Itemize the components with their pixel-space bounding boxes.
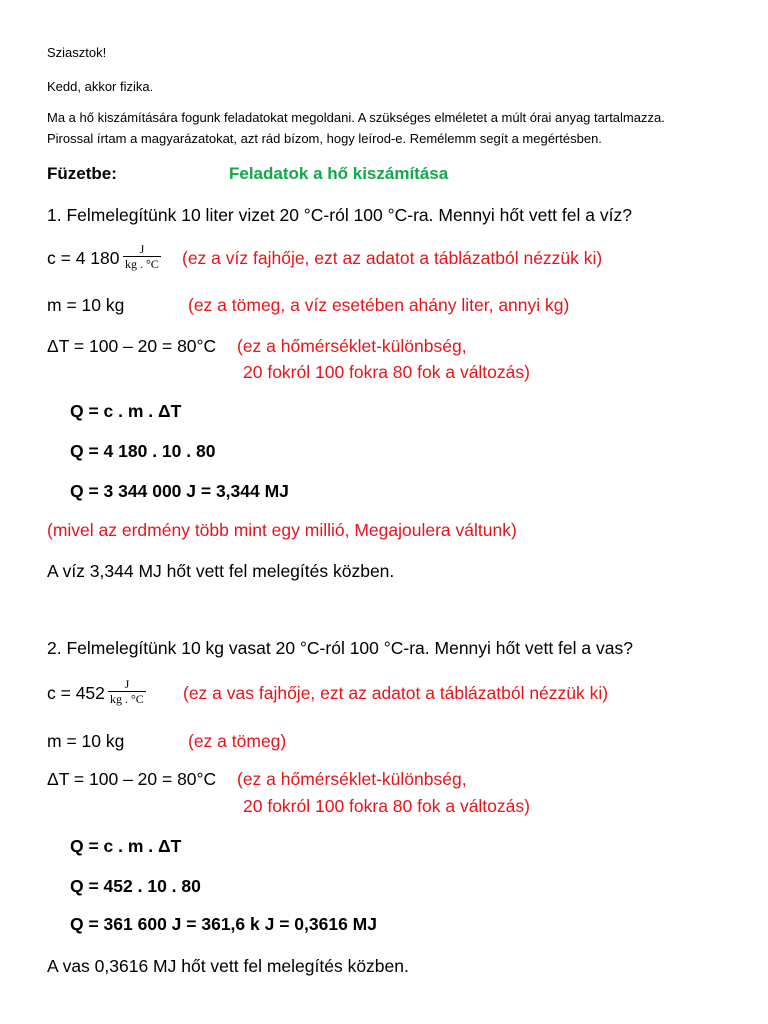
problem-2-specific-heat-note: (ez a vas fajhője, ezt az adatot a táblázatból nézzük ki) xyxy=(183,683,609,703)
problem-2-mass-note: (ez a tömeg) xyxy=(188,731,287,751)
unit-denominator: kg . °C xyxy=(125,257,159,271)
problem-1-formula: Q = c . m . ΔT xyxy=(70,401,182,421)
intro-paragraph-line-1: Ma a hő kiszámítására fogunk feladatokat megoldani. A szükséges elméletet a múlt órai anyag tartalmazza. xyxy=(47,110,665,125)
intro-paragraph-line-2: Pirossal írtam a magyarázatokat, azt rád bízom, hogy leírod-e. Remélemm segít a megértésben. xyxy=(47,131,602,146)
unit-numerator: J xyxy=(124,677,130,691)
problem-1-answer: A víz 3,344 MJ hőt vett fel melegítés közben. xyxy=(47,561,395,581)
problem-2-mass: m = 10 kg xyxy=(47,731,125,751)
problem-2-temp-diff-note-2: 20 fokról 100 fokra 80 fok a változás) xyxy=(243,796,530,816)
problem-1-substituted: Q = 4 180 . 10 . 80 xyxy=(70,441,216,461)
problem-1-result: Q = 3 344 000 J = 3,344 MJ xyxy=(70,481,289,501)
problem-1-result-note: (mivel az erdmény több mint egy millió, Megajoulera váltunk) xyxy=(47,520,517,540)
problem-1-temp-diff: ΔT = 100 – 20 = 80°C xyxy=(47,336,217,356)
problem-2-answer: A vas 0,3616 MJ hőt vett fel melegítés közben. xyxy=(47,956,409,976)
problem-1-question: 1. Felmelegítünk 10 liter vizet 20 °C-ról 100 °C-ra. Mennyi hőt vett fel a víz? xyxy=(47,205,632,225)
unit-numerator: J xyxy=(139,242,145,256)
problem-1-mass-note: (ez a tömeg, a víz esetében ahány liter, annyi kg) xyxy=(188,295,570,315)
unit-denominator: kg . °C xyxy=(110,692,144,706)
day-line: Kedd, akkor fizika. xyxy=(47,79,154,94)
problem-2-result: Q = 361 600 J = 361,6 k J = 0,3616 MJ xyxy=(70,914,377,934)
problem-1-specific-heat: c = 4 180 xyxy=(47,248,120,268)
problem-1-temp-diff-note-1: (ez a hőmérséklet-különbség, xyxy=(237,336,467,356)
problem-2-substituted: Q = 452 . 10 . 80 xyxy=(70,876,201,896)
problem-2-temp-diff: ΔT = 100 – 20 = 80°C xyxy=(47,769,217,789)
section-title: Feladatok a hő kiszámítása xyxy=(229,164,449,183)
notebook-label: Füzetbe: xyxy=(47,164,117,183)
problem-1-mass: m = 10 kg xyxy=(47,295,125,315)
greeting: Sziasztok! xyxy=(47,45,107,60)
problem-1-temp-diff-note-2: 20 fokról 100 fokra 80 fok a változás) xyxy=(243,362,530,382)
problem-2-unit-fraction xyxy=(108,677,146,706)
problem-2-temp-diff-note-1: (ez a hőmérséklet-különbség, xyxy=(237,769,467,789)
problem-2-formula: Q = c . m . ΔT xyxy=(70,836,182,856)
problem-1-specific-heat-note: (ez a víz fajhője, ezt az adatot a táblázatból nézzük ki) xyxy=(182,248,603,268)
problem-1-unit-fraction xyxy=(123,242,161,271)
problem-2-question: 2. Felmelegítünk 10 kg vasat 20 °C-ról 100 °C-ra. Mennyi hőt vett fel a vas? xyxy=(47,638,633,658)
problem-2-specific-heat: c = 452 xyxy=(47,683,105,703)
